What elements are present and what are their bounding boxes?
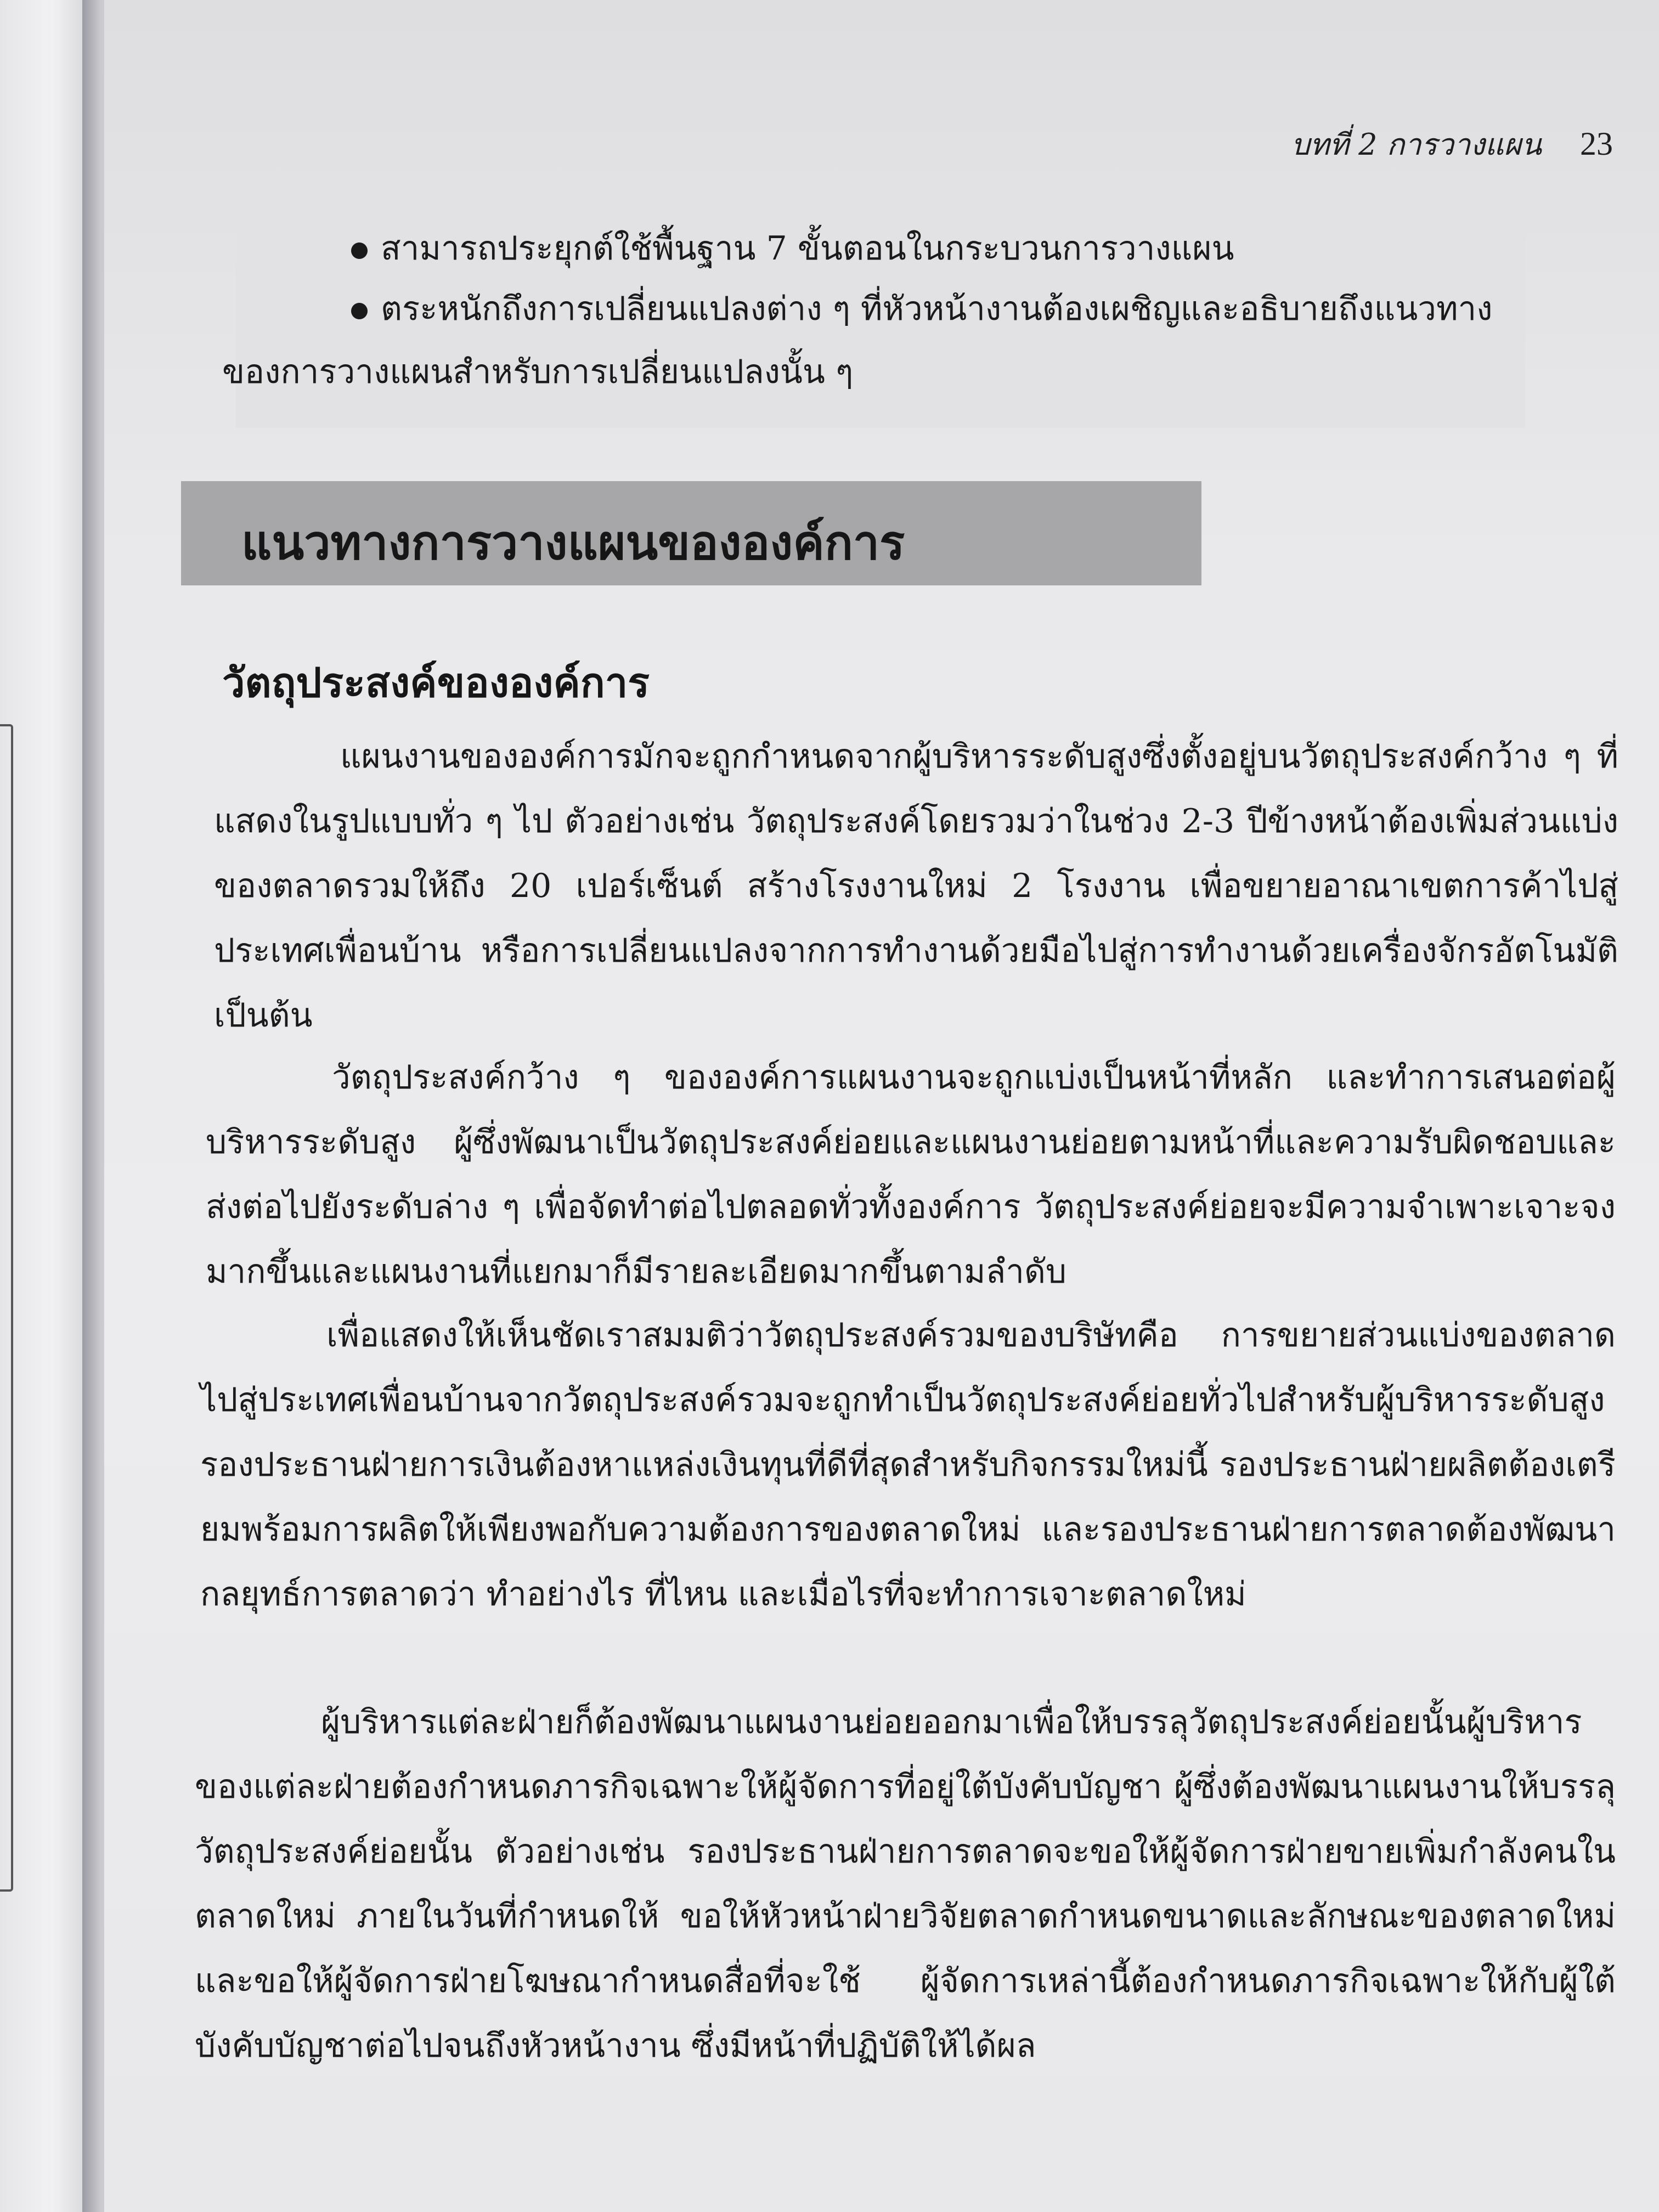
previous-page-edge bbox=[0, 0, 96, 2212]
objective-text-2: ตระหนักถึงการเปลี่ยนแปลงต่าง ๆ ที่หัวหน้างานต้องเผชิญและอธิบายถึงแนวทาง bbox=[381, 290, 1493, 328]
bullet-icon bbox=[351, 303, 368, 319]
bullet-icon bbox=[351, 242, 368, 259]
paragraph-2: วัตถุประสงค์กว้าง ๆ ขององค์การแผนงานจะถูกแบ่งเป็นหน้าที่หลัก และทำการเสนอต่อผู้บริหารระดับสูง ผู้ซึ่งพัฒนาเป็นวัตถุประสงค์ย่อยและแผนงานย่อยตามหน้าที่และความรับผิดชอบและส่งต่อไปยังระดับล่าง ๆ เพื่อจัดทำต่อไปตลอดทั่วทั้งองค์การ วัตถุประสงค์ย่อยจะมีความจำเพาะเจาะจงมากขึ้นและแผนงานที่แยกมาก็มีรายละเอียดมากขึ้นตามลำดับ bbox=[206, 1058, 1616, 1291]
running-header bbox=[1147, 121, 1613, 168]
objective-bullet-2-continued: ของการวางแผนสำหรับการเปลี่ยนแปลงนั้น ๆ bbox=[222, 353, 854, 391]
paragraph-4: ผู้บริหารแต่ละฝ่ายก็ต้องพัฒนาแผนงานย่อยออกมาเพื่อให้บรรลุวัตถุประสงค์ย่อยนั้นผู้บริหารของแต่ละฝ่ายต้องกำหนดภารกิจเฉพาะให้ผู้จัดการที่อยู่ใต้บังคับบัญชา ผู้ซึ่งต้องพัฒนาแผนงานให้บรรลุวัตถุประสงค์ย่อยนั้น ตัวอย่างเช่น รองประธานฝ่ายการตลาดจะขอให้ผู้จัดการฝ่ายขายเพิ่มกำลังคนในตลาดใหม่ ภายในวันที่กำหนดให้ ขอให้หัวหน้าฝ่ายวิจัยตลาดกำหนดขนาดและลักษณะของตลาดใหม่ และขอให้ผู้จัดการฝ่ายโฆษณากำหนดสื่อที่จะใช้ ผู้จัดการเหล่านี้ต้องกำหนดภารกิจเฉพาะให้กับผู้ใต้บังคับบัญชาต่อไปจนถึงหัวหน้างาน ซึ่งมีหน้าที่ปฏิบัติให้ได้ผล bbox=[195, 1703, 1616, 2065]
objective-text-1: สามารถประยุกต์ใช้พื้นฐาน 7 ขั้นตอนในกระบวนการวางแผน bbox=[381, 229, 1234, 268]
book-page bbox=[104, 0, 1659, 2212]
sub-heading: วัตถุประสงค์ขององค์การ bbox=[222, 659, 650, 707]
page-number: 23 bbox=[1580, 126, 1613, 162]
chapter-title: บทที่ 2 การวางแผน bbox=[1291, 127, 1542, 162]
objective-bullet-2 bbox=[351, 283, 1493, 335]
objective-bullet-1 bbox=[351, 222, 1234, 274]
previous-page-frame bbox=[0, 724, 13, 1892]
section-heading: แนวทางการวางแผนขององค์การ bbox=[241, 516, 905, 571]
paragraph-1: แผนงานขององค์การมักจะถูกกำหนดจากผู้บริหารระดับสูงซึ่งตั้งอยู่บนวัตถุประสงค์กว้าง ๆ ที่แสดงในรูปแบบทั่ว ๆ ไป ตัวอย่างเช่น วัตถุประสงค์โดยรวมว่าในช่วง 2-3 ปีข้างหน้าต้องเพิ่มส่วนแบ่งของตลาดรวมให้ถึง 20 เปอร์เซ็นต์ สร้างโรงงานใหม่ 2 โรงงาน เพื่อขยายอาณาเขตการค้าไปสู่ประเทศเพื่อนบ้าน หรือการเปลี่ยนแปลงจากการทำงานด้วยมือไปสู่การทำงานด้วยเครื่องจักรอัตโนมัติ เป็นต้น bbox=[214, 737, 1618, 1035]
paragraph-3: เพื่อแสดงให้เห็นชัดเราสมมติว่าวัตถุประสงค์รวมของบริษัทคือ การขยายส่วนแบ่งของตลาดไปสู่ประเทศเพื่อนบ้านจากวัตถุประสงค์รวมจะถูกทำเป็นวัตถุประสงค์ย่อยทั่วไปสำหรับผู้บริหารระดับสูง รองประธานฝ่ายการเงินต้องหาแหล่งเงินทุนที่ดีที่สุดสำหรับกิจกรรมใหม่นี้ รองประธานฝ่ายผลิตต้องเตรียมพร้อมการผลิตให้เพียงพอกับความต้องการของตลาดใหม่ และรองประธานฝ่ายการตลาดต้องพัฒนากลยุทธ์การตลาดว่า ทำอย่างไร ที่ไหน และเมื่อไรที่จะทำการเจาะตลาดใหม่ bbox=[200, 1316, 1616, 1613]
